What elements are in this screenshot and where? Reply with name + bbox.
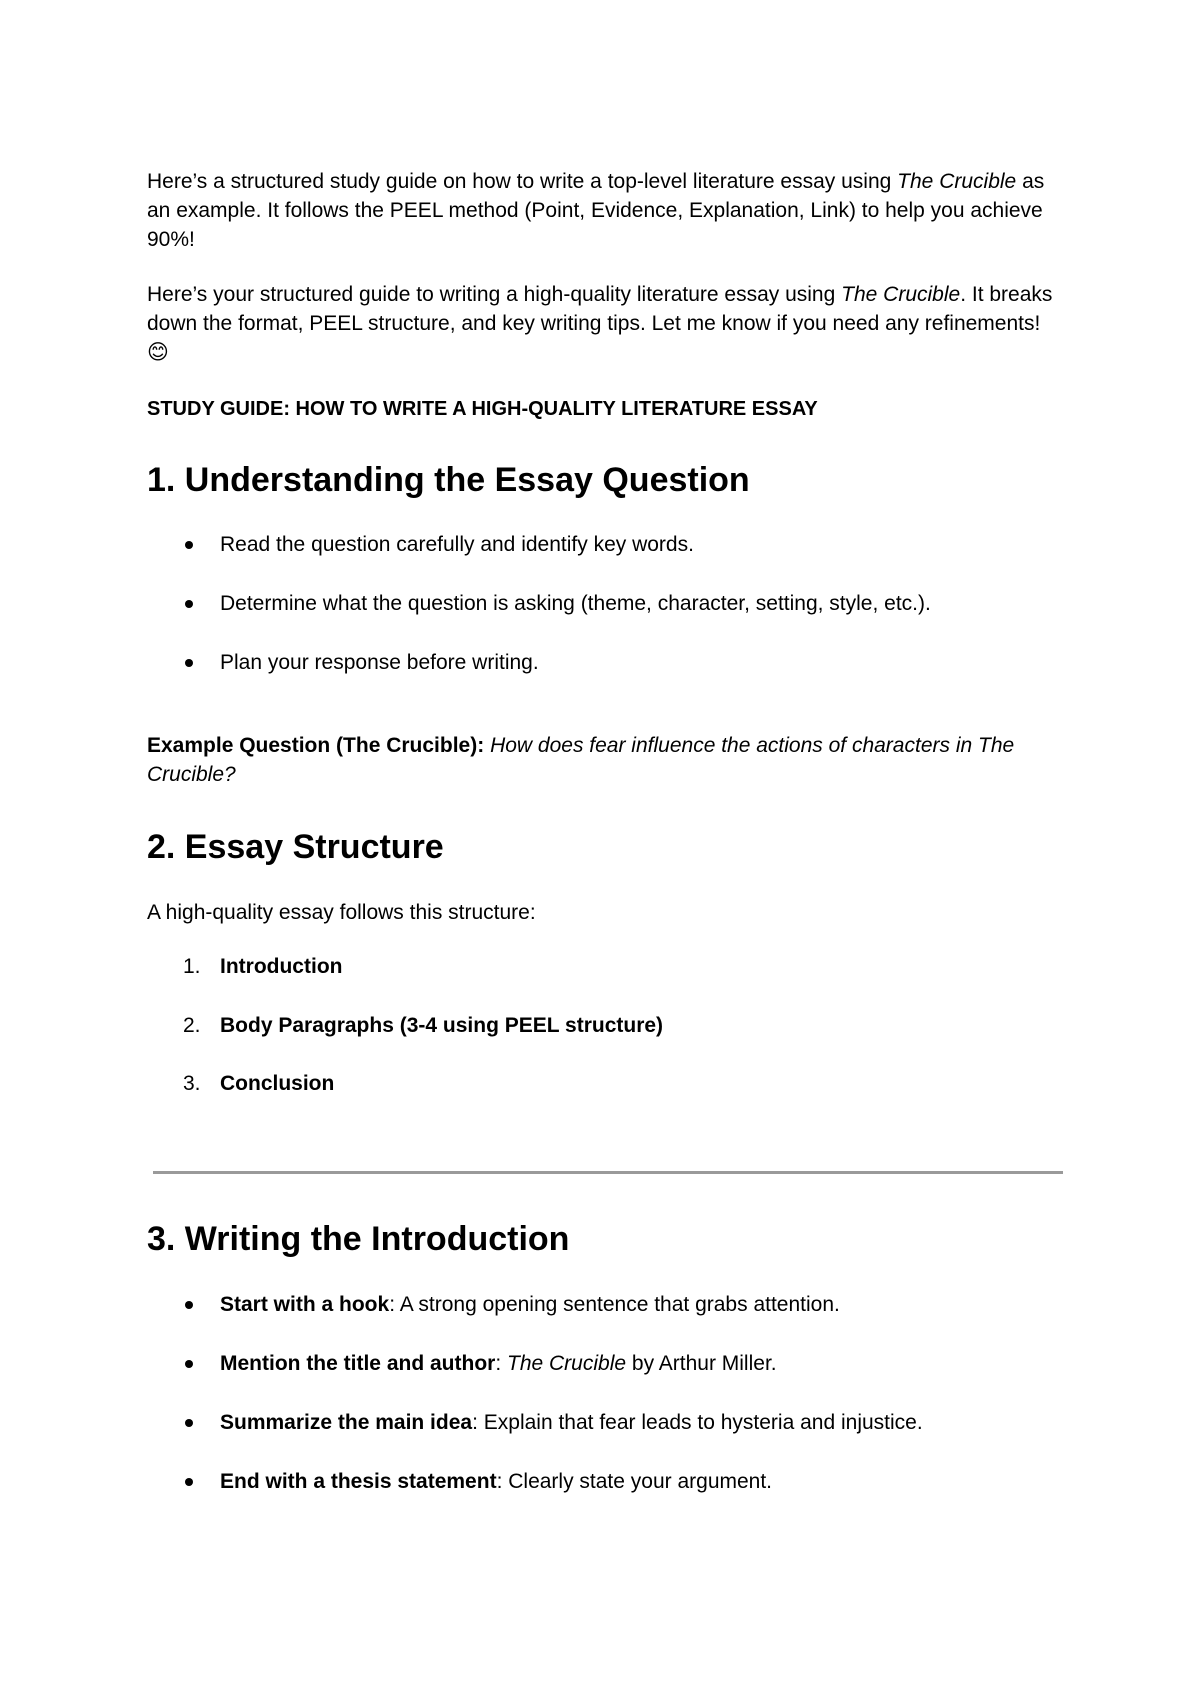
- example-question-text: How does fear influence the actions of characters in The Crucible?: [147, 734, 1015, 786]
- intro2-text-part2: . It breaks down the format, PEEL structure, and key writing tips. Let me know if you need any refinements! 😊: [147, 283, 1053, 364]
- intro2-book-title: The Crucible: [841, 283, 961, 306]
- bullet-icon: [185, 1360, 193, 1368]
- numbered-item-marker: 2.: [183, 1014, 201, 1037]
- numbered-item-text: Introduction: [220, 955, 343, 978]
- intro1-text-part1: Here’s a structured study guide on how to write a top-level literature essay using: [147, 170, 898, 193]
- list-item-text: [220, 1409, 923, 1437]
- bullet-icon: [185, 600, 193, 608]
- intro1-text-part2: as an example. It follows the PEEL method (Point, Evidence, Explanation, Link) to help you achieve 90%!: [147, 170, 1045, 251]
- list-item-book-title: The Crucible: [507, 1352, 627, 1375]
- list-item-text: [220, 1350, 777, 1378]
- intro2-text-part1: Here’s your structured guide to writing a high-quality literature essay using: [147, 283, 842, 306]
- list-item-rest: : Explain that fear leads to hysteria and injustice.: [472, 1411, 923, 1434]
- intro1-book-title: The Crucible: [897, 170, 1017, 193]
- section-2-heading: 2. Essay Structure: [147, 828, 444, 866]
- bullet-icon: [185, 1301, 193, 1309]
- section-3-heading: 3. Writing the Introduction: [147, 1220, 570, 1258]
- list-item-rest: : A strong opening sentence that grabs attention.: [389, 1293, 840, 1316]
- list-item-bold: Mention the title and author: [220, 1352, 496, 1375]
- bullet-icon: [185, 541, 193, 549]
- list-item-bold: Summarize the main idea: [220, 1411, 473, 1434]
- section-1-heading: 1. Understanding the Essay Question: [147, 461, 750, 499]
- list-item-bold: Start with a hook: [220, 1293, 390, 1316]
- numbered-item-text: Conclusion: [220, 1072, 335, 1095]
- horizontal-divider: [153, 1171, 1063, 1174]
- example-question: [147, 731, 1057, 789]
- list-item-text: [220, 1468, 772, 1496]
- numbered-item-marker: 3.: [183, 1072, 201, 1095]
- guide-title: STUDY GUIDE: HOW TO WRITE A HIGH-QUALITY LITERATURE ESSAY: [147, 398, 818, 420]
- numbered-item-text: Body Paragraphs (3-4 using PEEL structure): [220, 1014, 664, 1037]
- intro-paragraph-2: [147, 280, 1057, 367]
- list-item-text: Read the question carefully and identify key words.: [220, 533, 694, 556]
- list-item-text: Determine what the question is asking (theme, character, setting, style, etc.).: [220, 592, 931, 615]
- example-question-label: Example Question (The Crucible):: [147, 734, 485, 757]
- bullet-icon: [185, 1478, 193, 1486]
- section-2-lead: A high-quality essay follows this structure:: [147, 901, 536, 924]
- intro-paragraph-1: [147, 167, 1057, 254]
- list-item-text: [220, 1291, 840, 1319]
- bullet-icon: [185, 659, 193, 667]
- list-item-rest: by Arthur Miller.: [626, 1352, 777, 1375]
- list-item-bold: End with a thesis statement: [220, 1470, 497, 1493]
- numbered-item-marker: 1.: [183, 955, 201, 978]
- list-item-rest: : Clearly state your argument.: [496, 1470, 773, 1493]
- bullet-icon: [185, 1419, 193, 1427]
- list-item-separator: :: [495, 1352, 507, 1375]
- list-item-text: Plan your response before writing.: [220, 651, 539, 674]
